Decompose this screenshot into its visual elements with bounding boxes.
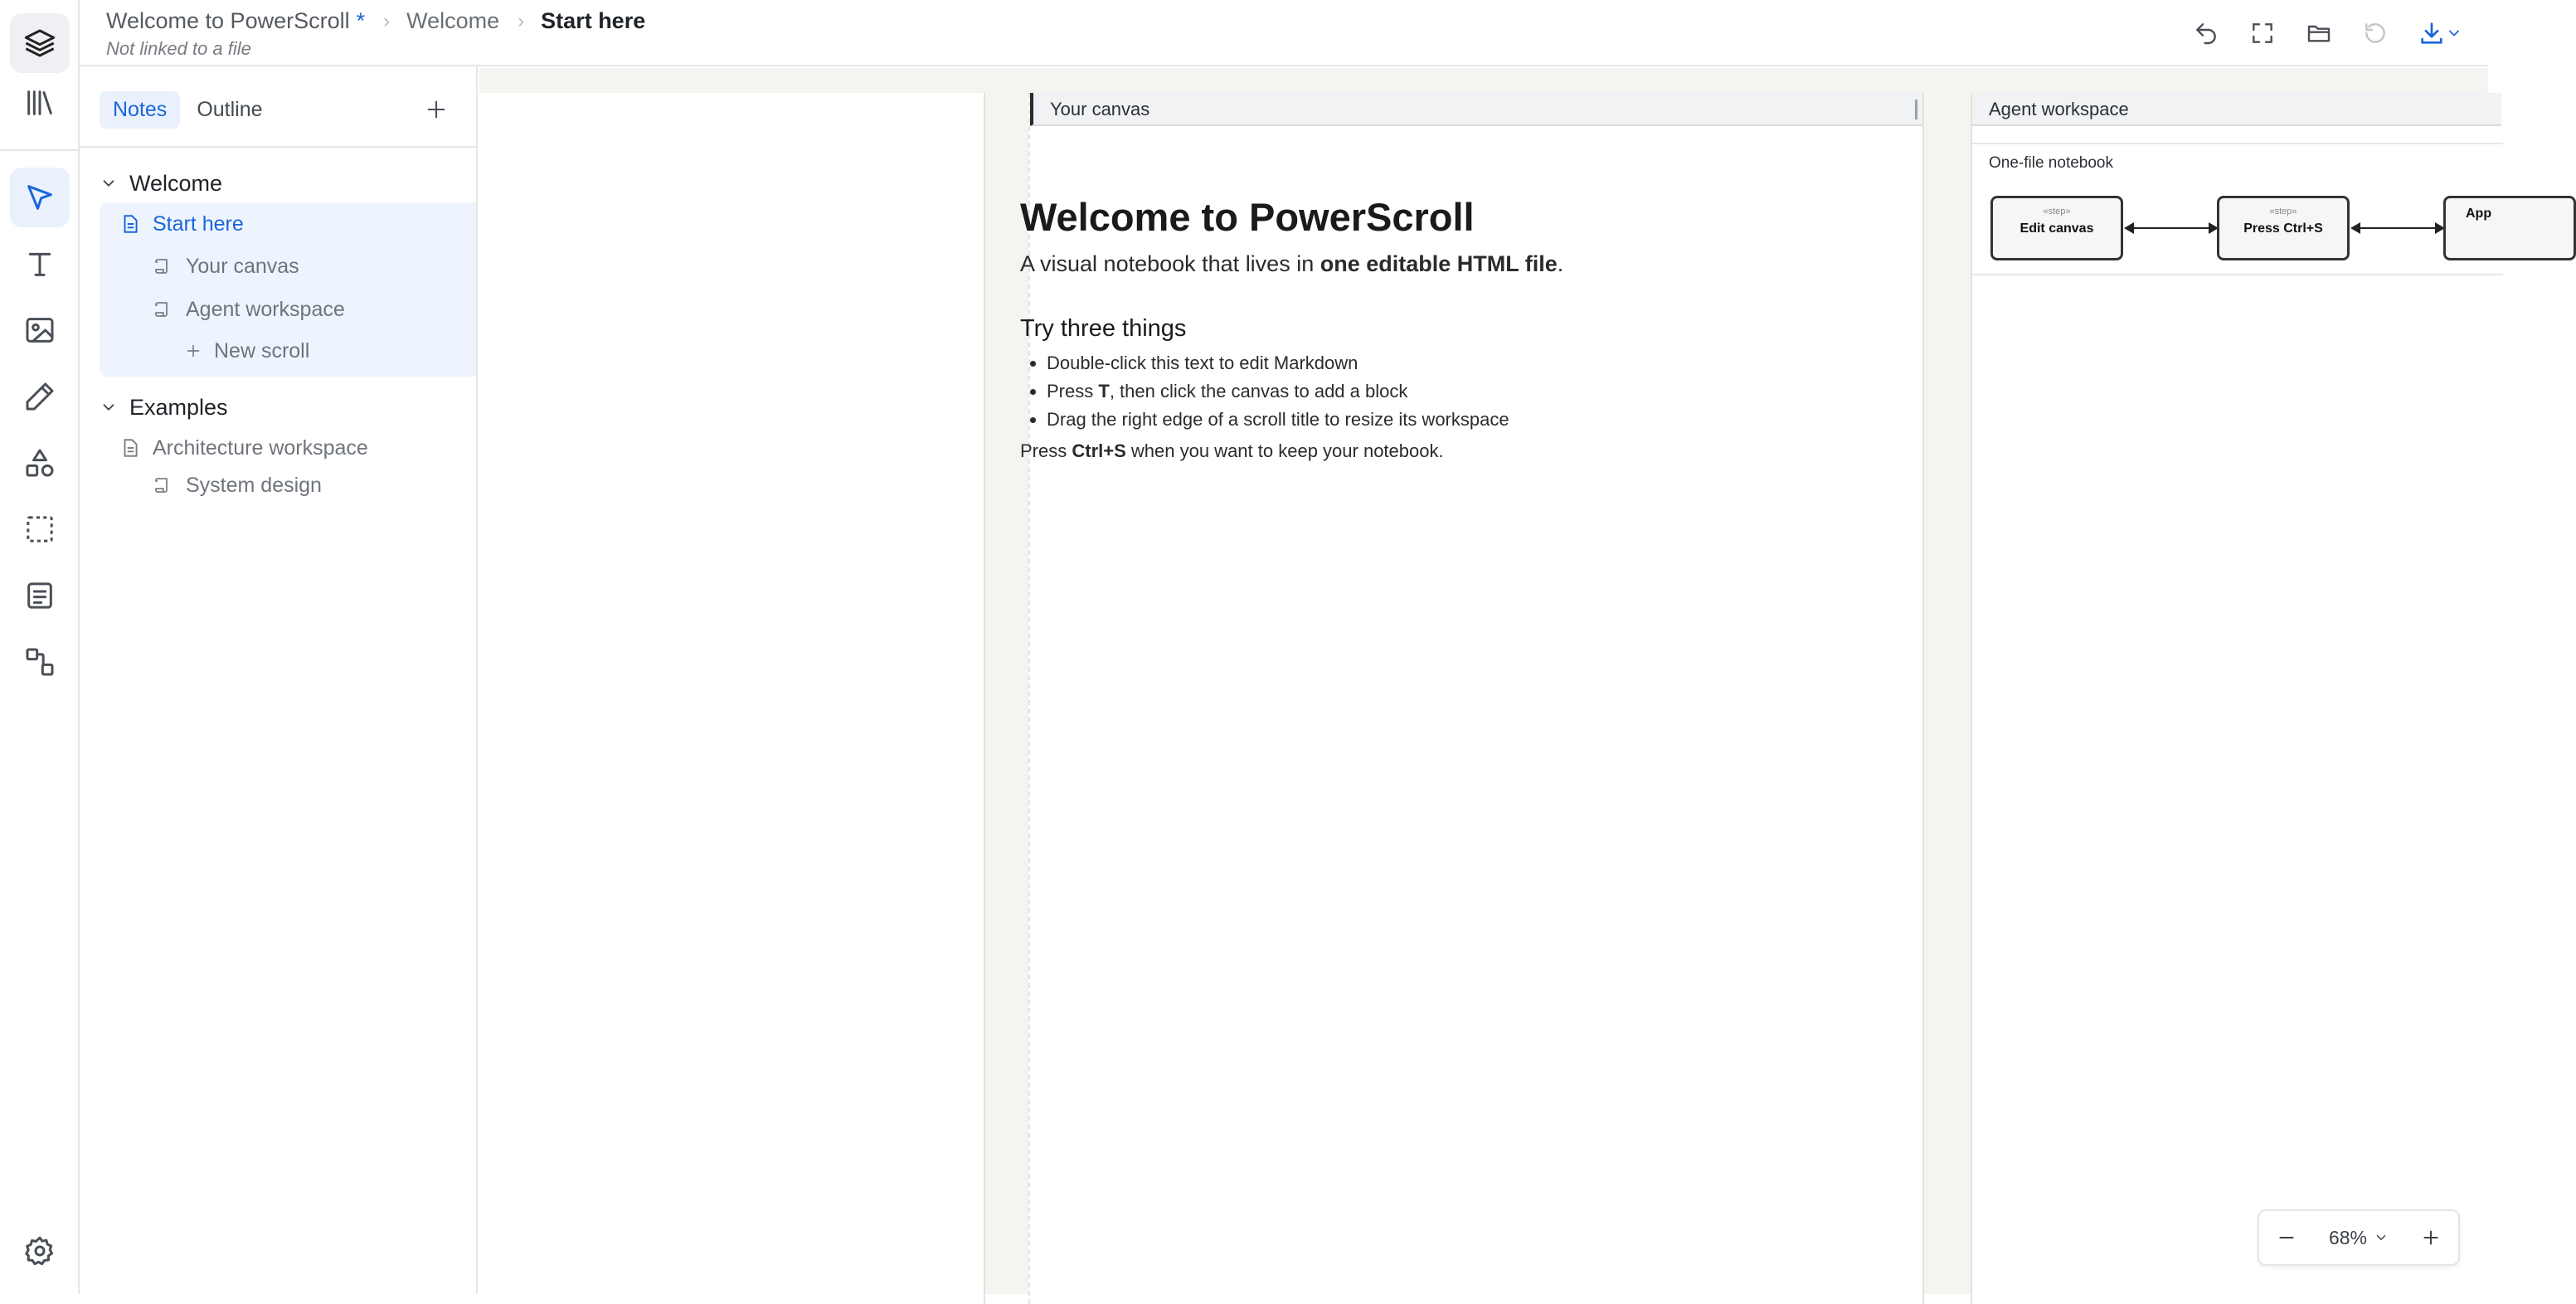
diagram-edge bbox=[2126, 227, 2217, 229]
tree-item-label: Start here bbox=[153, 212, 244, 236]
sidebar-tabs bbox=[100, 91, 279, 129]
scroll-title-your-canvas[interactable] bbox=[1030, 93, 1922, 126]
undo-icon[interactable] bbox=[2188, 15, 2224, 51]
tree-item-architecture-workspace[interactable] bbox=[119, 433, 496, 463]
scroll-icon bbox=[153, 299, 186, 319]
diagram-edge bbox=[2352, 227, 2443, 229]
sidebar bbox=[80, 66, 478, 1294]
zoom-out-button[interactable] bbox=[2276, 1227, 2297, 1248]
top-header bbox=[80, 0, 2488, 66]
chevron-down-icon bbox=[100, 398, 123, 416]
diagram-node[interactable] bbox=[2443, 196, 2576, 260]
list-item: • Press T, then click the canvas to add a block bbox=[1047, 377, 1899, 406]
breadcrumb bbox=[106, 8, 645, 34]
markdown-block[interactable] bbox=[1020, 194, 1899, 462]
tree-item-label: System design bbox=[186, 473, 322, 497]
sidebar-divider bbox=[80, 146, 476, 148]
markdown-list bbox=[1020, 349, 1899, 434]
breadcrumb-parent[interactable]: Welcome bbox=[406, 8, 500, 33]
arrowhead-icon bbox=[2350, 222, 2360, 234]
select-icon[interactable] bbox=[10, 168, 70, 227]
markdown-subheading: Try three things bbox=[1020, 315, 1187, 342]
image-icon[interactable] bbox=[10, 300, 70, 360]
plus-icon bbox=[184, 342, 214, 360]
node-stereotype: «step» bbox=[2269, 207, 2297, 217]
chevron-right-icon: › bbox=[518, 9, 525, 32]
zoom-control bbox=[2258, 1209, 2460, 1266]
settings-icon[interactable] bbox=[10, 1221, 70, 1281]
arrowhead-icon bbox=[2124, 222, 2134, 234]
pen-icon[interactable] bbox=[10, 367, 70, 426]
flow-diagram[interactable] bbox=[1972, 143, 2503, 275]
tree-group-examples[interactable] bbox=[100, 393, 476, 421]
zoom-in-button[interactable] bbox=[2420, 1227, 2442, 1248]
diagram-icon[interactable] bbox=[10, 632, 70, 692]
tab-notes[interactable]: Notes bbox=[100, 91, 180, 129]
tree-item-label: Architecture workspace bbox=[153, 435, 368, 460]
scroll-title-label: Your canvas bbox=[1050, 99, 1150, 119]
zoom-level-select[interactable] bbox=[2329, 1227, 2389, 1249]
markdown-note: Press Ctrl+S when you want to keep your notebook. bbox=[1020, 440, 1444, 461]
tree-item-agent-workspace[interactable] bbox=[153, 295, 529, 324]
chevron-right-icon: › bbox=[383, 9, 391, 32]
diagram-node[interactable] bbox=[1990, 196, 2123, 260]
chevron-down-icon bbox=[100, 174, 123, 192]
download-menu-button[interactable] bbox=[2413, 15, 2467, 51]
fullscreen-icon[interactable] bbox=[2244, 15, 2281, 51]
tree-group-welcome[interactable] bbox=[100, 169, 476, 197]
tree-group-label: Examples bbox=[129, 394, 228, 420]
unsaved-marker: * bbox=[356, 8, 366, 33]
layers-icon[interactable] bbox=[10, 13, 70, 73]
plus-icon bbox=[2420, 1227, 2442, 1248]
diagram-node[interactable] bbox=[2217, 196, 2350, 260]
diagram-title: One-file notebook bbox=[1989, 154, 2113, 172]
open-folder-icon[interactable] bbox=[2301, 15, 2337, 51]
canvas-area[interactable] bbox=[479, 68, 2492, 1294]
plus-icon bbox=[425, 98, 448, 121]
scroll-resize-handle[interactable] bbox=[1915, 100, 1917, 119]
reload-icon[interactable] bbox=[2357, 15, 2394, 51]
scroll-title-agent-workspace[interactable] bbox=[1972, 93, 2501, 126]
zoom-level: 68% bbox=[2328, 1226, 2368, 1248]
chevron-down-icon bbox=[2374, 1230, 2389, 1245]
node-stereotype: «step» bbox=[2043, 207, 2071, 217]
scroll-title-label: Agent workspace bbox=[1989, 99, 2129, 119]
tree-item-your-canvas[interactable] bbox=[153, 252, 529, 280]
document-title[interactable]: Welcome to PowerScroll bbox=[106, 8, 350, 33]
text-icon[interactable] bbox=[10, 234, 70, 294]
tree-group-label: Welcome bbox=[129, 170, 223, 196]
tree-item-label: Your canvas bbox=[186, 254, 299, 278]
minus-icon bbox=[2276, 1227, 2297, 1248]
node-label: App bbox=[2466, 207, 2492, 221]
document-icon bbox=[119, 213, 153, 235]
node-label: Edit canvas bbox=[2019, 221, 2094, 236]
chevron-down-icon bbox=[2446, 25, 2462, 41]
library-icon[interactable] bbox=[10, 73, 70, 133]
markdown-lead: A visual notebook that lives in one editable HTML file. bbox=[1020, 251, 1564, 276]
scroll-icon bbox=[153, 256, 186, 276]
tree-item-label: Agent workspace bbox=[186, 297, 345, 321]
scroll-icon bbox=[153, 475, 186, 495]
document-icon bbox=[119, 437, 153, 459]
scroll-page-start[interactable] bbox=[479, 93, 985, 1304]
tree-item-label: New scroll bbox=[214, 338, 310, 362]
tree-item-system-design[interactable] bbox=[153, 471, 529, 499]
list-item: • Double-click this text to edit Markdown bbox=[1047, 349, 1899, 377]
breadcrumb-current: Start here bbox=[541, 8, 646, 33]
markdown-heading: Welcome to PowerScroll bbox=[1020, 195, 1475, 239]
note-icon[interactable] bbox=[10, 566, 70, 625]
frame-icon[interactable] bbox=[10, 499, 70, 559]
tree-item-start-here[interactable] bbox=[119, 209, 496, 239]
rail-divider bbox=[0, 149, 80, 151]
shapes-icon[interactable] bbox=[10, 433, 70, 493]
node-label: Press Ctrl+S bbox=[2243, 221, 2323, 236]
add-note-button[interactable] bbox=[420, 93, 453, 126]
scroll-agent-workspace[interactable] bbox=[1971, 93, 2501, 1304]
tab-outline[interactable]: Outline bbox=[197, 98, 263, 121]
list-item: • Drag the right edge of a scroll title to resize its workspace bbox=[1047, 406, 1899, 434]
header-actions bbox=[2168, 15, 2467, 51]
tool-rail bbox=[0, 0, 80, 1294]
file-status: Not linked to a file bbox=[106, 38, 251, 59]
